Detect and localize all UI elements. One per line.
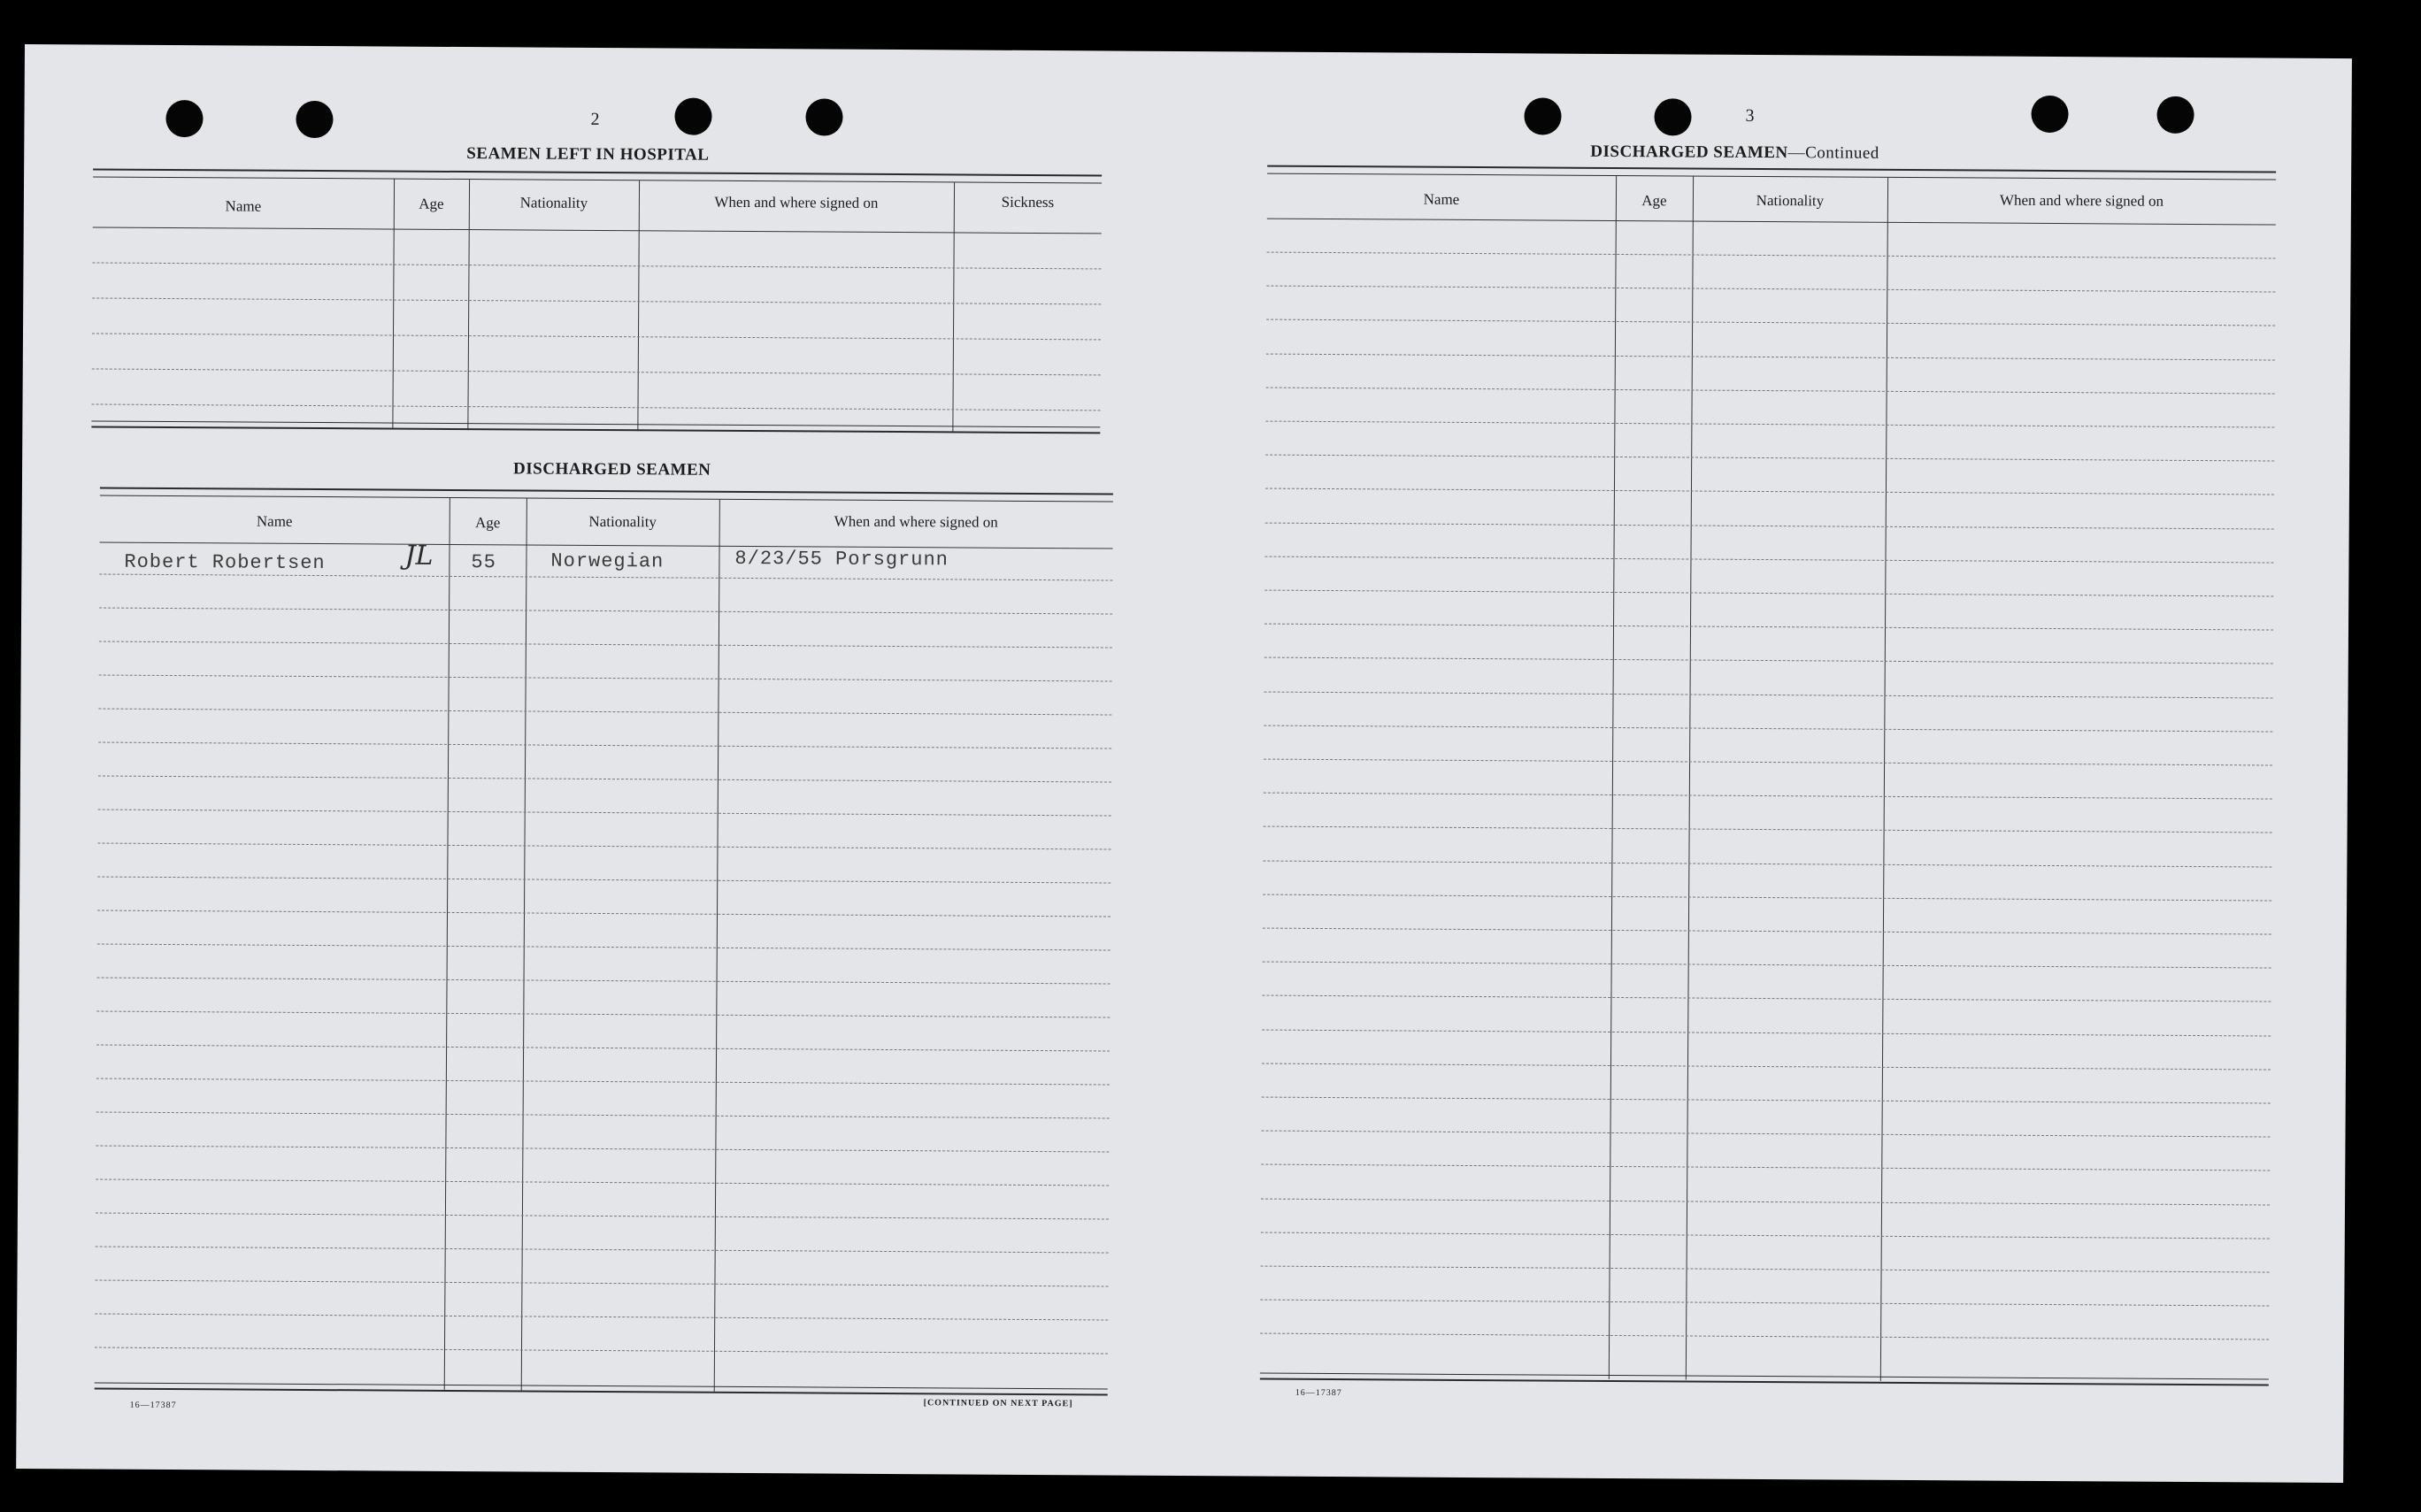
table-row bbox=[1264, 556, 2273, 563]
hospital-table bbox=[91, 168, 1102, 435]
punch-hole-1 bbox=[165, 100, 203, 137]
table-row bbox=[1264, 590, 2273, 597]
table-row bbox=[1267, 252, 2276, 259]
form-number-right: 16—17387 bbox=[1295, 1387, 1342, 1399]
table-row bbox=[96, 1146, 1109, 1153]
continued-note: [CONTINUED ON NEXT PAGE] bbox=[923, 1398, 1073, 1409]
continued-header-underline bbox=[1267, 219, 2276, 226]
discharged-table bbox=[95, 487, 1113, 1401]
table-row bbox=[1262, 995, 2271, 1002]
discharged-col-divider bbox=[714, 500, 720, 1392]
hospital-header-sickness: Sickness bbox=[1001, 193, 1055, 211]
table-row bbox=[95, 1347, 1108, 1355]
discharged-bottom-rule bbox=[95, 1383, 1108, 1396]
hospital-col-divider bbox=[952, 182, 955, 433]
hospital-header-nationality: Nationality bbox=[519, 194, 588, 211]
hospital-col-divider bbox=[637, 180, 640, 431]
table-row bbox=[96, 1011, 1110, 1018]
table-row bbox=[96, 1247, 1109, 1254]
discharged-header-nationality: Nationality bbox=[588, 512, 657, 531]
hospital-header-underline bbox=[93, 226, 1102, 234]
table-row bbox=[1266, 286, 2275, 293]
table-row bbox=[1262, 1063, 2271, 1070]
punch-hole-4 bbox=[805, 98, 842, 135]
table-row bbox=[96, 1213, 1109, 1220]
hospital-bottom-rule bbox=[91, 420, 1100, 434]
discharged-continued-title bbox=[1590, 142, 1879, 164]
table-row bbox=[99, 608, 1112, 615]
table-row bbox=[1262, 1131, 2271, 1138]
discharged-header-name: Name bbox=[256, 512, 293, 530]
table-row bbox=[1264, 624, 2273, 631]
table-row bbox=[96, 1078, 1110, 1086]
discharged-header-underline bbox=[100, 542, 1113, 549]
hospital-header-age: Age bbox=[419, 195, 444, 212]
form-number-left: 16—17387 bbox=[129, 1400, 177, 1411]
table-row bbox=[1263, 928, 2271, 935]
table-row bbox=[99, 641, 1112, 649]
discharged-col-divider bbox=[521, 498, 527, 1390]
punch-hole-2 bbox=[296, 101, 333, 138]
table-row bbox=[96, 1112, 1110, 1119]
table-row bbox=[95, 1314, 1108, 1321]
hospital-col-divider bbox=[392, 180, 395, 430]
table-row bbox=[92, 262, 1101, 269]
table-row bbox=[98, 742, 1111, 749]
punch-hole-5 bbox=[1524, 97, 1561, 134]
table-row bbox=[1264, 826, 2272, 833]
table-row bbox=[1261, 1198, 2270, 1205]
table-row bbox=[1266, 353, 2275, 360]
continued-col-divider bbox=[1609, 176, 1617, 1379]
discharged-header-signed-on: When and where signed on bbox=[834, 512, 998, 531]
table-row bbox=[97, 978, 1111, 985]
continued-top-rule bbox=[1267, 165, 2276, 180]
table-row bbox=[98, 776, 1111, 783]
continued-header-signed-on: When and where signed on bbox=[1999, 191, 2164, 210]
discharged-top-rule bbox=[100, 487, 1113, 503]
seaman-age: 55 bbox=[471, 551, 496, 574]
continued-header-age: Age bbox=[1641, 192, 1667, 210]
table-row bbox=[99, 675, 1112, 682]
table-row bbox=[96, 1179, 1109, 1186]
table-row bbox=[98, 810, 1111, 817]
initials-signature: JL bbox=[404, 540, 434, 572]
seaman-nationality: Norwegian bbox=[550, 549, 665, 573]
hospital-top-rule bbox=[93, 168, 1102, 183]
table-row bbox=[1261, 1232, 2270, 1239]
table-row bbox=[1260, 1333, 2269, 1340]
table-row bbox=[1265, 421, 2274, 428]
table-row bbox=[1260, 1300, 2269, 1307]
hospital-title: SEAMEN LEFT IN HOSPITAL bbox=[466, 144, 710, 165]
hospital-col-divider bbox=[467, 180, 470, 430]
table-row bbox=[1263, 962, 2271, 969]
discharged-continued-table bbox=[1260, 165, 2276, 1391]
continued-bottom-rule bbox=[1260, 1373, 2269, 1386]
seaman-signed-on: 8/23/55 Porsgrunn bbox=[734, 547, 949, 572]
page-number-right: 3 bbox=[1745, 105, 1756, 126]
table-row bbox=[92, 297, 1101, 304]
continued-col-divider bbox=[1880, 178, 1888, 1381]
table-row bbox=[1265, 522, 2274, 529]
seaman-name: Robert Robertsen bbox=[124, 550, 326, 575]
punch-hole-3 bbox=[674, 97, 711, 134]
discharged-header-age: Age bbox=[474, 514, 501, 532]
punch-hole-6 bbox=[1654, 98, 1691, 135]
discharged-continued-main: DISCHARGED SEAMEN bbox=[1590, 142, 1788, 163]
table-row bbox=[1266, 387, 2275, 394]
table-row bbox=[1265, 455, 2274, 462]
table-row bbox=[92, 403, 1101, 411]
page-number-left: 2 bbox=[590, 109, 602, 129]
continued-header-nationality: Nationality bbox=[1756, 191, 1825, 210]
table-row bbox=[96, 1045, 1110, 1052]
hospital-header-signed-on: When and where signed on bbox=[714, 193, 879, 211]
table-row bbox=[1262, 1029, 2271, 1036]
continued-col-divider bbox=[1686, 177, 1694, 1380]
table-row bbox=[99, 574, 1112, 581]
table-row bbox=[1264, 691, 2273, 698]
table-row bbox=[1264, 725, 2272, 732]
table-row bbox=[1263, 860, 2271, 867]
table-row bbox=[95, 1280, 1108, 1287]
table-row bbox=[1264, 657, 2273, 664]
table-row bbox=[1261, 1266, 2270, 1273]
table-row bbox=[1266, 319, 2275, 326]
table-row bbox=[1264, 759, 2272, 766]
table-row bbox=[97, 843, 1111, 850]
table-row bbox=[1262, 1097, 2271, 1104]
discharged-title: DISCHARGED SEAMEN bbox=[513, 459, 711, 480]
table-row bbox=[1261, 1164, 2270, 1171]
table-row bbox=[98, 709, 1111, 716]
document-sheet bbox=[16, 44, 2352, 1483]
table-row bbox=[1264, 793, 2272, 800]
table-row bbox=[97, 944, 1111, 951]
continued-header-name: Name bbox=[1423, 190, 1460, 208]
punch-hole-8 bbox=[2156, 96, 2194, 134]
table-row bbox=[1263, 894, 2271, 901]
table-row bbox=[1265, 488, 2274, 495]
table-row bbox=[97, 877, 1111, 884]
discharged-continued-suffix: —Continued bbox=[1787, 143, 1879, 163]
table-row bbox=[97, 910, 1111, 917]
table-row bbox=[92, 333, 1101, 340]
table-row bbox=[92, 368, 1101, 375]
discharged-col-divider bbox=[444, 498, 450, 1390]
punch-hole-7 bbox=[2031, 96, 2068, 133]
hospital-header-name: Name bbox=[225, 197, 262, 215]
